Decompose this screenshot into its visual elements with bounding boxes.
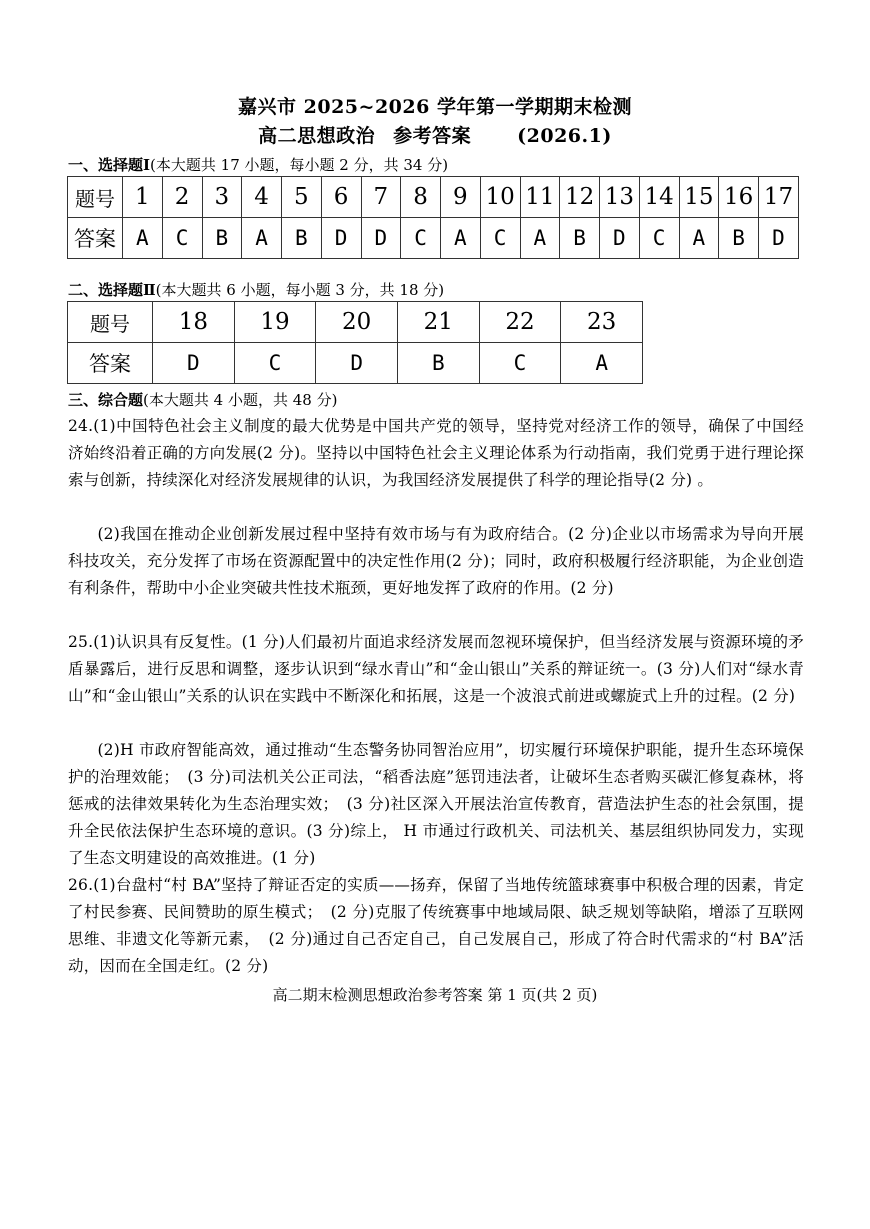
doc-type-label: 参考答案 bbox=[393, 125, 472, 147]
answer-cell: A bbox=[520, 218, 560, 259]
question-number-cell: 3 bbox=[202, 177, 242, 218]
table-row-numbers bbox=[68, 177, 799, 218]
subject-label: 高二思想政治 bbox=[258, 125, 376, 147]
section3-note: (本大题共 4 小题，共 48 分) bbox=[143, 391, 338, 409]
question-number-cell: 19 bbox=[234, 302, 316, 343]
answer-cell: D bbox=[759, 218, 799, 259]
answer-cell: B bbox=[282, 218, 322, 259]
answer-cell: D bbox=[600, 218, 640, 259]
q26-part1: 26.(1)台盘村“村 BA”坚持了辩证否定的实质——扬弃，保留了当地传统篮球赛事中积极合理的因素，肯定了村民参赛、民间赞助的原生模式； (2 分)克服了传统赛事中地域局限、缺乏规划等缺陷，增添了互联网思维、非遗文化等新元素， (2 分)通过自己否定自己，自己发展自己，形成了符合时代需求的“村 BA”活动，因而在全国走红。(2 分) bbox=[68, 876, 804, 975]
row-label-answer: 答案 bbox=[68, 218, 123, 259]
section2-title: 二、选择题Ⅱ bbox=[68, 281, 156, 299]
question-number-cell: 18 bbox=[153, 302, 235, 343]
q25-part2: (2)H 市政府智能高效，通过推动“生态警务协同智治应用”，切实履行环境保护职能，提升生态环境保护的治理效能； (3 分)司法机关公正司法，“稻香法庭”惩罚违法者，让破坏生态者购买碳汇修复森林，将惩戒的法律效果转化为生态治理实效； (3 分)社区深入开展法治宣传教育，营造法护生态的社会氛围，提升全民依法保护生态环境的意识。(3 分)综上， H 市通过行政机关、司法机关、基层组织协同发力，实现了生态文明建设的高效推进。(1 分) bbox=[68, 741, 804, 867]
answer-cell: C bbox=[234, 343, 316, 384]
section1-heading bbox=[68, 154, 448, 175]
answer-cell: B bbox=[397, 343, 479, 384]
section1-note: (本大题共 17 小题，每小题 2 分，共 34 分) bbox=[150, 156, 449, 174]
document-title: 嘉兴市 2025~2026 学年第一学期期末检测 bbox=[238, 96, 632, 118]
table-row-answers bbox=[68, 343, 643, 384]
q24-part1: 24.(1)中国特色社会主义制度的最大优势是中国共产党的领导，坚持党对经济工作的领导，确保了中国经济始终沿着正确的方向发展(2 分)。坚持以中国特色社会主义理论体系为行动指南，我们党勇于进行理论探索与创新，持续深化对经济发展规律的认识，为我国经济发展提供了科学的理论指导(2 分) 。 bbox=[68, 417, 804, 489]
table-row-answers bbox=[68, 218, 799, 259]
question-number-cell: 16 bbox=[719, 177, 759, 218]
question-number-cell: 8 bbox=[401, 177, 441, 218]
section1-answer-table bbox=[67, 176, 799, 259]
section2-heading bbox=[68, 279, 444, 300]
question-number-cell: 9 bbox=[441, 177, 481, 218]
question-number-cell: 6 bbox=[321, 177, 361, 218]
answer-cell: A bbox=[679, 218, 719, 259]
answer-cell: C bbox=[639, 218, 679, 259]
question-number-cell: 17 bbox=[759, 177, 799, 218]
section2-answer-table bbox=[67, 301, 643, 384]
question-number-cell: 20 bbox=[316, 302, 398, 343]
section3-title: 三、综合题 bbox=[68, 391, 144, 409]
question-number-cell: 10 bbox=[480, 177, 520, 218]
q25-part1: 25.(1)认识具有反复性。(1 分)人们最初片面追求经济发展而忽视环境保护，但当经济发展与资源环境的矛盾暴露后，进行反思和调整，逐步认识到“绿水青山”和“金山银山”关系的辩证统一。(3 分)人们对“绿水青山”和“金山银山”关系的认识在实践中不断深化和拓展，这是一个波浪式前进或螺旋式上升的过程。(2 分) bbox=[68, 633, 804, 705]
answer-cell: C bbox=[480, 218, 520, 259]
section1-title: 一、选择题Ⅰ bbox=[68, 156, 151, 174]
question-number-cell: 1 bbox=[123, 177, 163, 218]
question-number-cell: 2 bbox=[162, 177, 202, 218]
answer-cell: D bbox=[316, 343, 398, 384]
answer-cell: A bbox=[123, 218, 163, 259]
row-label-answer: 答案 bbox=[68, 343, 153, 384]
page-footer: 高二期末检测思想政治参考答案 第 1 页(共 2 页) bbox=[272, 986, 598, 1004]
answer-cell: A bbox=[242, 218, 282, 259]
question-number-cell: 11 bbox=[520, 177, 560, 218]
question-number-cell: 13 bbox=[600, 177, 640, 218]
answer-cell: D bbox=[153, 343, 235, 384]
question-number-cell: 12 bbox=[560, 177, 600, 218]
answer-cell: D bbox=[321, 218, 361, 259]
question-number-cell: 14 bbox=[639, 177, 679, 218]
answer-cell: D bbox=[361, 218, 401, 259]
question-number-cell: 15 bbox=[679, 177, 719, 218]
answer-cell: A bbox=[561, 343, 643, 384]
answer-cell: C bbox=[162, 218, 202, 259]
answer-cell: C bbox=[401, 218, 441, 259]
question-number-cell: 4 bbox=[242, 177, 282, 218]
answer-cell: B bbox=[202, 218, 242, 259]
question-number-cell: 22 bbox=[479, 302, 561, 343]
question-number-cell: 21 bbox=[397, 302, 479, 343]
exam-date: (2026.1) bbox=[517, 125, 612, 147]
table-row-numbers bbox=[68, 302, 643, 343]
section2-note: (本大题共 6 小题，每小题 3 分，共 18 分) bbox=[155, 281, 445, 299]
answer-cell: C bbox=[479, 343, 561, 384]
question-number-cell: 5 bbox=[282, 177, 322, 218]
answer-cell: A bbox=[441, 218, 481, 259]
answer-cell: B bbox=[560, 218, 600, 259]
row-label-question: 题号 bbox=[68, 177, 123, 218]
question-number-cell: 23 bbox=[561, 302, 643, 343]
answer-cell: B bbox=[719, 218, 759, 259]
section3-heading bbox=[68, 389, 337, 410]
question-number-cell: 7 bbox=[361, 177, 401, 218]
document-subtitle bbox=[0, 121, 870, 148]
q24-part2: (2)我国在推动企业创新发展过程中坚持有效市场与有为政府结合。(2 分)企业以市场需求为导向开展科技攻关，充分发挥了市场在资源配置中的决定性作用(2 分)；同时，政府积极履行经济职能，为企业创造有利条件，帮助中小企业突破共性技术瓶颈，更好地发挥了政府的作用。(2 分) bbox=[68, 525, 804, 597]
row-label-question: 题号 bbox=[68, 302, 153, 343]
